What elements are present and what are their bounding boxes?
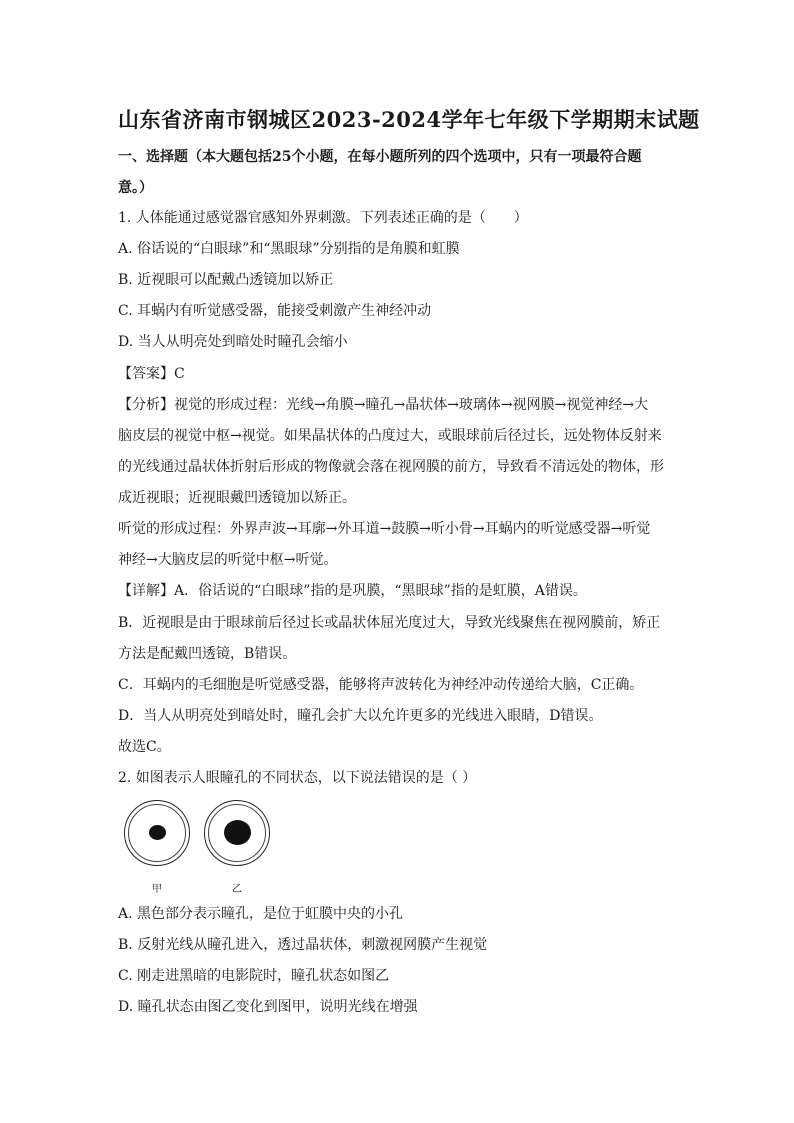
question-1-analysis-line: 脑皮层的视觉中枢→视觉。如果晶状体的凸度过大，或眼球前后径过长，远处物体反射来 [118, 428, 662, 444]
large-pupil-icon [224, 820, 251, 845]
small-pupil-icon [149, 825, 166, 840]
question-2-stem: 2. 如图表示人眼瞳孔的不同状态，以下说法错误的是（ ） [118, 770, 477, 786]
question-2-option-c: C. 刚走进黑暗的电影院时，瞳孔状态如图乙 [118, 968, 390, 984]
question-1-stem: 1. 人体能通过感觉器官感知外界刺激。下列表述正确的是（ ） [118, 210, 528, 226]
figure-label-jia: 甲 [152, 884, 162, 895]
question-1-detail-line: D．当人从明亮处到暗处时，瞳孔会扩大以允许更多的光线进入眼睛，D错误。 [118, 708, 603, 724]
pupil-state-figure [120, 800, 280, 896]
question-2-option-a: A. 黑色部分表示瞳孔，是位于虹膜中央的小孔 [118, 906, 404, 922]
question-1-answer: 【答案】C [118, 366, 185, 382]
section-heading-line1: 一、选择题（本大题包括25个小题，在每小题所列的四个选项中，只有一项最符合题 [118, 149, 642, 165]
section-heading-line2: 意。） [118, 180, 153, 196]
page-title: 山东省济南市钢城区2023-2024学年七年级下学期期末试题 [118, 107, 700, 132]
question-1-option-d: D. 当人从明亮处到暗处时瞳孔会缩小 [118, 334, 348, 350]
figure-label-yi: 乙 [232, 884, 242, 895]
question-1-analysis-line: 神经→大脑皮层的听觉中枢→听觉。 [118, 552, 338, 568]
question-1-analysis-line: 的光线通过晶状体折射后形成的物像就会落在视网膜的前方，导致看不清远处的物体，形 [118, 459, 664, 475]
question-1-option-b: B. 近视眼可以配戴凸透镜加以矫正 [118, 272, 334, 288]
question-1-option-a: A. 俗话说的“白眼球”和“黑眼球”分别指的是角膜和虹膜 [118, 241, 460, 257]
question-1-option-c: C. 耳蜗内有听觉感受器，能接受刺激产生神经冲动 [118, 303, 432, 319]
question-2-option-d: D. 瞳孔状态由图乙变化到图甲，说明光线在增强 [118, 999, 418, 1015]
question-1-detail-line: 【详解】A．俗话说的“白眼球”指的是巩膜，“黑眼球”指的是虹膜，A错误。 [118, 583, 587, 599]
question-1-detail-line: B．近视眼是由于眼球前后径过长或晶状体屈光度过大，导致光线聚焦在视网膜前，矫正 [118, 615, 661, 631]
eye-jia-icon [124, 800, 190, 866]
question-1-detail-line: 方法是配戴凹透镜，B错误。 [118, 646, 297, 662]
question-1-detail-line: C．耳蜗内的毛细胞是听觉感受器，能够将声波转化为神经冲动传递给大脑，C正确。 [118, 677, 644, 693]
question-2-option-b: B. 反射光线从瞳孔进入，透过晶状体，刺激视网膜产生视觉 [118, 937, 488, 953]
question-1-conclusion: 故选C。 [118, 739, 171, 755]
question-1-analysis-line: 听觉的形成过程：外界声波→耳廓→外耳道→鼓膜→听小骨→耳蜗内的听觉感受器→听觉 [118, 521, 651, 537]
question-1-analysis-line: 【分析】视觉的形成过程：光线→角膜→瞳孔→晶状体→玻璃体→视网膜→视觉神经→大 [118, 397, 649, 413]
eye-yi-icon [204, 800, 270, 866]
question-1-analysis-line: 成近视眼；近视眼戴凹透镜加以矫正。 [118, 490, 356, 506]
